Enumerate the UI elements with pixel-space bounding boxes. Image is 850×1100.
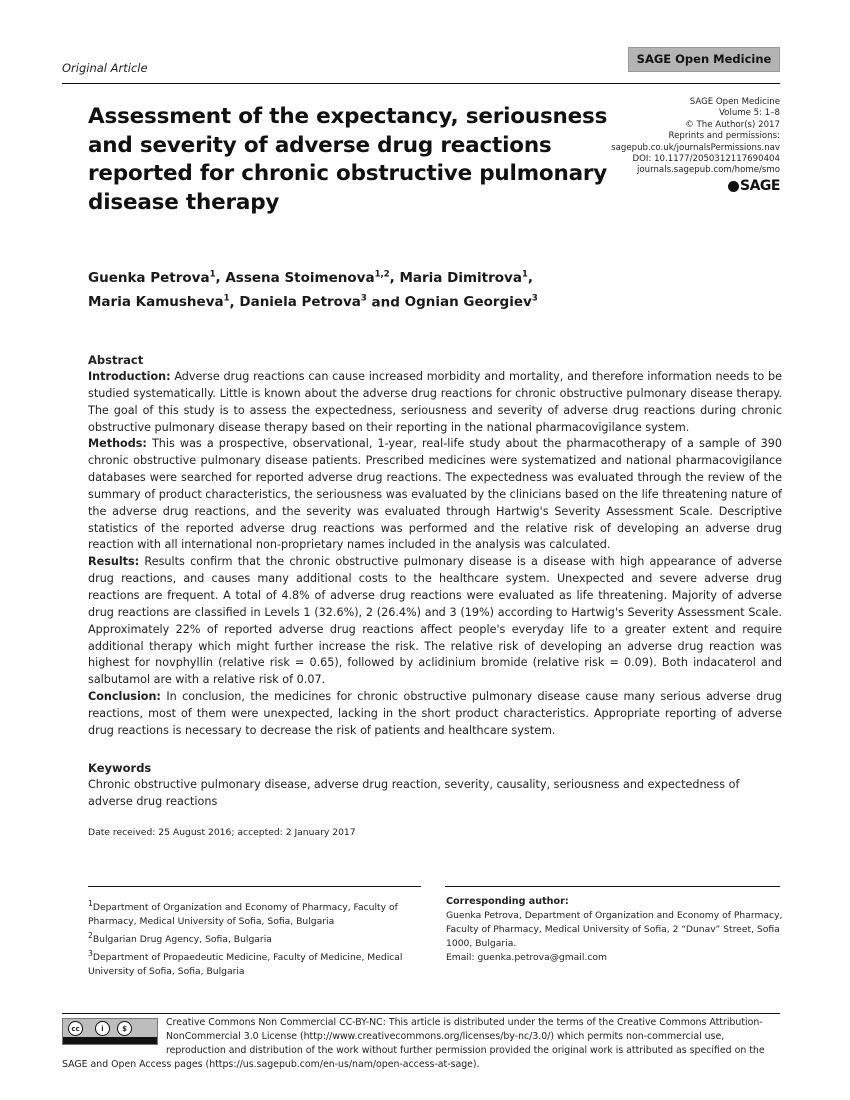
article-type: Original Article <box>62 61 148 75</box>
cc-by-nc-badge[interactable] <box>62 1018 158 1045</box>
meta-copyright: © The Author(s) 2017 <box>685 119 780 130</box>
footnote-divider-left <box>88 886 421 887</box>
meta-journal-link[interactable]: journals.sagepub.com/home/smo <box>637 165 780 176</box>
meta-volume: Volume 5: 1–8 <box>718 108 780 119</box>
meta-reprints-label: Reprints and permissions: <box>668 131 780 142</box>
affiliation: $^1$Department of Organization and Economy of Pharmacy, Faculty of Pharmacy, Medical University of Sofia, Sofia, Bulgaria <box>88 899 398 928</box>
sage-logo <box>728 178 780 194</box>
author[interactable]: Maria Dimitrova$^1$ <box>399 269 528 286</box>
meta-doi[interactable]: DOI: 10.1177/2050312117690404 <box>632 154 780 165</box>
abstract-results: Results: Results confirm that the chronic obstructive pulmonary disease is a disease with high appearance of adverse drug reactions, and causes many additional costs to the healthcare system. Unexpected and severe adverse drug reactions are frequent. A total of 4.8% of adverse drug reactions were evaluated as life threatening. Majority of adverse drug reactions are classified in Levels 1 (32.6%), 2 (26.4%) and 3 (19%) according to Hartwig's Severity Assessment Scale. Approximately 22% of reported adverse drug reactions affect people's everyday life to a greater extent and require additional therapy which might further increase the risk. The relative risk of developing an adverse drug reaction was highest for novphyllin (relative risk = 0.65), followed by aclidinium bromide (relative risk = 0.09). Both indacaterol and salbutamol are with a relative risk of 0.07. <box>88 555 783 687</box>
journal-meta <box>611 97 780 177</box>
corresponding-author <box>446 895 791 965</box>
abstract-heading: Abstract <box>88 353 144 367</box>
license-divider <box>62 1013 780 1014</box>
affiliation: $^2$Bulgarian Drug Agency, Sofia, Bulgaria <box>88 931 272 946</box>
affiliations <box>88 897 428 979</box>
author[interactable]: Ognian Georgiev$^3$ <box>404 293 538 310</box>
received-accepted-dates: Date received: 25 August 2016; accepted: 2 January 2017 <box>88 827 356 838</box>
meta-journal: SAGE Open Medicine <box>689 97 780 107</box>
abstract <box>88 352 782 740</box>
license-notice <box>62 1016 782 1072</box>
corresponding-author-label: Corresponding author: <box>446 896 569 907</box>
author-list: Guenka Petrova$^1$, Assena Stoimenova$^{1,2}$, Maria Dimitrova$^1$, Maria Kamusheva$^1$, Daniela Petrova$^3$ and Ognian Georgiev$^3$ <box>88 269 538 310</box>
keywords <box>88 760 782 810</box>
keywords-text: Chronic obstructive pulmonary disease, adverse drug reaction, severity, causality, seriousness and expectedness of adverse drug reactions <box>88 778 740 808</box>
nc-icon: $ <box>117 1021 132 1036</box>
journal-badge: SAGE Open Medicine <box>628 47 780 72</box>
license-text: Creative Commons Non Commercial CC-BY-NC: This article is distributed under the terms of the Creative Commons Attribution-NonCommercial 3.0 License (http://www.creativecommons.org/licenses/by-nc/3.0/) which permits non-commercial use, reproduction and distribution of the work without further permission provided the original work is attributed as specified on the SAGE and Open Access pages (https://us.sagepub.com/en-us/nam/open-access-at-sage). <box>62 1017 765 1070</box>
author[interactable]: Assena Stoimenova$^{1,2}$ <box>225 269 390 286</box>
author[interactable]: Daniela Petrova$^3$ <box>239 293 367 310</box>
author[interactable]: Maria Kamusheva$^1$ <box>88 293 230 310</box>
keywords-heading: Keywords <box>88 761 152 775</box>
corresponding-author-email[interactable]: Email: guenka.petrova@gmail.com <box>446 952 607 963</box>
sage-logo-text: SAGE <box>740 178 780 194</box>
sage-logo-icon <box>728 181 739 192</box>
by-icon: i <box>95 1021 110 1036</box>
abstract-introduction: Introduction: Adverse drug reactions can cause increased morbidity and mortality, and therefore information needs to be studied systematically. Little is known about the adverse drug reactions for chronic obstructive pulmonary disease therapy. The goal of this study is to assess the expectedness, seriousness and severity of adverse drug reactions during chronic obstructive pulmonary disease therapy based on their reporting in the national pharmacovigilance system. <box>88 370 782 434</box>
footnote-divider-right <box>445 886 780 887</box>
author[interactable]: Guenka Petrova$^1$ <box>88 269 216 286</box>
corresponding-author-address: Guenka Petrova, Department of Organization and Economy of Pharmacy, Faculty of Pharmacy, Medical University of Sofia, 2 “Dunav” Street, Sofia 1000, Bulgaria. <box>446 910 783 949</box>
meta-reprints-link[interactable]: sagepub.co.uk/journalsPermissions.nav <box>611 142 780 153</box>
header-divider <box>62 83 780 84</box>
badge-caption-strip <box>63 1037 157 1044</box>
affiliation: $^3$Department of Propaedeutic Medicine, Faculty of Medicine, Medical University of Sofia, Sofia, Bulgaria <box>88 949 403 978</box>
abstract-methods: Methods: This was a prospective, observational, 1-year, real-life study about the pharmacotherapy of a sample of 390 chronic obstructive pulmonary disease patients. Prescribed medicines were systematized and national pharmacovigilance databases were searched for reported adverse drug reactions. The expectedness was evaluated through the review of the summary of product characteristics, the seriousness was evaluated by the clinicians based on the life threatening nature of the adverse drug reactions, and the severity was evaluated through Hartwig's Severity Assessment Scale. Descriptive statistics of the reported adverse drug reactions was performed and the relative risk of developing an adverse drug reaction with all international non-proprietary names included in the analysis was calculated. <box>88 437 782 552</box>
abstract-conclusion: Conclusion: In conclusion, the medicines for chronic obstructive pulmonary disease cause many serious adverse drug reactions, most of them were unexpected, lacking in the short product characteristics. Appropriate reporting of adverse drug reactions is necessary to decrease the risk of patients and healthcare system. <box>88 690 782 737</box>
cc-icon: cc <box>68 1021 83 1036</box>
article-title: Assessment of the expectancy, seriousness and severity of adverse drug reactions reported for chronic obstructive pulmonary disease therapy <box>88 104 608 215</box>
